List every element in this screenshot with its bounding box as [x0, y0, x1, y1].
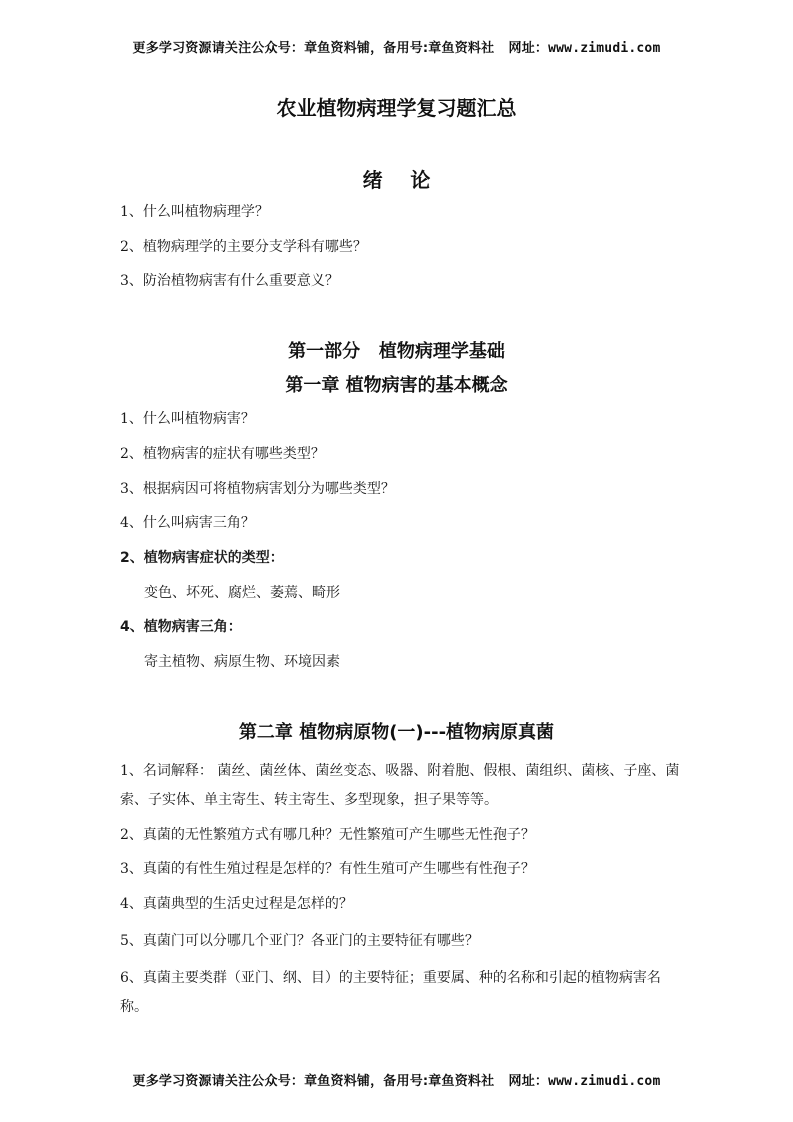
- chapter1-question: 2、植物病害的症状有哪些类型？: [120, 446, 325, 462]
- chapter2-question: 6、真菌主要类群（亚门、纲、目）的主要特征；重要属、种的名称和引起的植物病害名称。: [120, 970, 661, 1015]
- chapter1-question: 1、什么叫植物病害？: [120, 411, 255, 427]
- intro-question: 3、防治植物病害有什么重要意义？: [120, 273, 339, 289]
- banner-url-label: 网址：: [508, 1074, 549, 1089]
- chapter1-heading: 第一章 植物病害的基本概念: [285, 375, 508, 396]
- banner-text: 更多学习资源请关注公众号：章鱼资料铺，备用号:章鱼资料社: [132, 1074, 495, 1089]
- answer-label: 2、植物病害症状的类型：: [120, 550, 284, 566]
- banner-text: 更多学习资源请关注公众号：章鱼资料铺，备用号:章鱼资料社: [132, 41, 495, 56]
- intro-question: 1、什么叫植物病理学？: [120, 204, 269, 220]
- chapter1-question: 3、根据病因可将植物病害划分为哪些类型？: [120, 481, 395, 497]
- banner-url-label: 网址：: [508, 41, 549, 56]
- chapter2-heading: 第二章 植物病原物(一)---植物病原真菌: [238, 722, 555, 743]
- chapter2-question: 1、名词解释： 菌丝、菌丝体、菌丝变态、吸器、附着胞、假根、菌组织、菌核、子座、菌索、子实体、单主寄生、转主寄生、多型现象，担子果等等。: [120, 763, 680, 808]
- intro-heading: 绪 论: [362, 168, 431, 192]
- chapter1-question: 4、什么叫病害三角？: [120, 515, 255, 531]
- chapter2-question: 3、真菌的有性生殖过程是怎样的？有性生殖可产生哪些有性孢子？: [120, 861, 535, 877]
- intro-question: 2、植物病理学的主要分支学科有哪些？: [120, 239, 367, 255]
- answer-text: 寄主植物、病原生物、环境因素: [144, 654, 340, 670]
- chapter2-question: 4、真菌典型的生活史过程是怎样的？: [120, 896, 353, 912]
- answer-text: 变色、坏死、腐烂、萎蔫、畸形: [144, 585, 340, 601]
- part-heading: 第一部分 植物病理学基础: [288, 341, 505, 362]
- header-banner: [0, 37, 793, 56]
- chapter2-question: 5、真菌门可以分哪几个亚门？各亚门的主要特征有哪些？: [120, 933, 479, 949]
- chapter2-question: 2、真菌的无性繁殖方式有哪几种？无性繁殖可产生哪些无性孢子？: [120, 827, 535, 843]
- answer-label: 4、植物病害三角：: [120, 619, 242, 635]
- banner-url: www.zimudi.com: [548, 1074, 661, 1089]
- footer-banner: [0, 1070, 793, 1089]
- document-title: 农业植物病理学复习题汇总: [276, 96, 517, 120]
- banner-url: www.zimudi.com: [548, 41, 661, 56]
